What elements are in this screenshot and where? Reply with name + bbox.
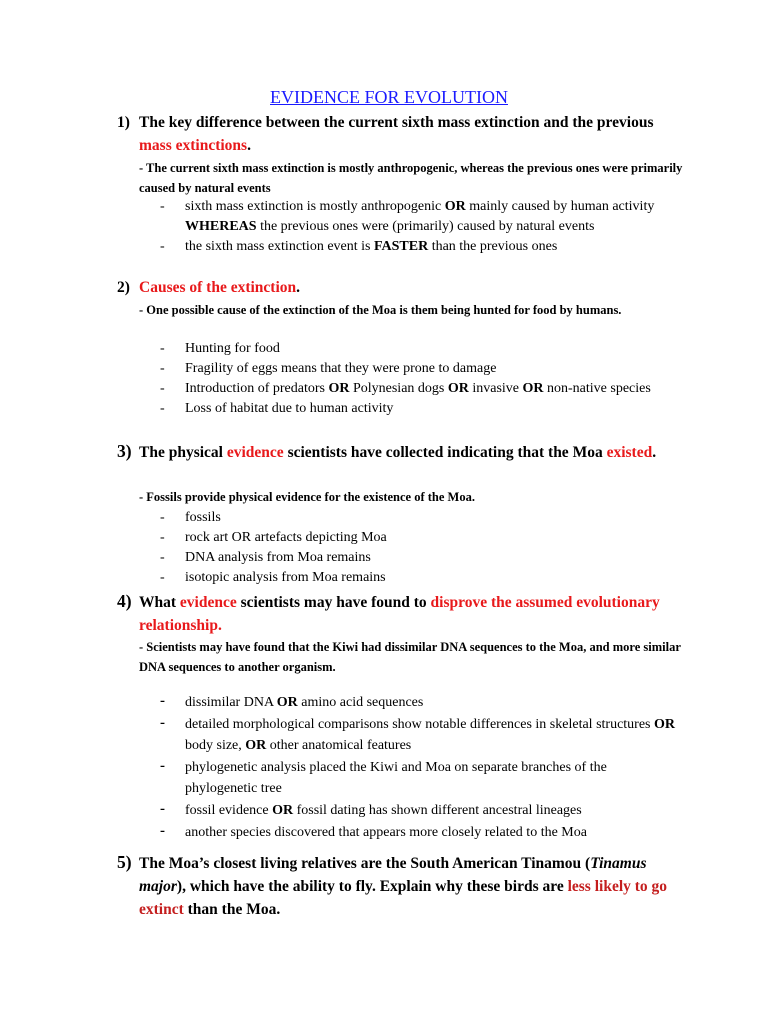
list-item: - Hunting for food	[160, 341, 280, 356]
question-number: 4)	[117, 591, 132, 611]
bullet-list	[160, 339, 680, 419]
question-text: Causes of the extinction.	[139, 279, 301, 296]
list-item: - detailed morphological comparisons show notable differences in skeletal structures OR body size, OR other anatomical features	[160, 715, 675, 753]
list-item: - Loss of habitat due to human activity	[160, 401, 394, 416]
list-item: - Fragility of eggs means that they were prone to damage	[160, 361, 497, 376]
list-item: - phylogenetic analysis placed the Kiwi and Moa on separate branches of the phylogenetic tree	[160, 758, 607, 796]
list-item: - dissimilar DNA OR amino acid sequences	[160, 693, 424, 710]
page-title: EVIDENCE FOR EVOLUTION	[270, 87, 508, 107]
question-number: 2)	[117, 279, 130, 296]
list-item: - rock art OR artefacts depicting Moa	[160, 530, 387, 545]
list-item: - sixth mass extinction is mostly anthropogenic OR mainly caused by human activity WHEREAS the previous ones were (primarily) caused by natural events	[160, 199, 655, 234]
list-item: - Introduction of predators OR Polynesian dogs OR invasive OR non-native species	[160, 381, 651, 396]
list-item: - another species discovered that appears more closely related to the Moa	[160, 823, 587, 840]
bullet-list	[160, 197, 680, 257]
list-item: - fossil evidence OR fossil dating has shown different ancestral lineages	[160, 801, 582, 818]
bullet-list	[160, 692, 680, 843]
answer-text: - Scientists may have found that the Kiwi had dissimilar DNA sequences to the Moa, and more similar DNA sequences to another organism.	[139, 640, 681, 674]
question-text: The physical evidence scientists have collected indicating that the Moa existed.	[139, 444, 657, 461]
bullet-list	[160, 508, 680, 588]
list-item: - fossils	[160, 510, 221, 525]
answer-text: - Fossils provide physical evidence for the existence of the Moa.	[139, 490, 475, 504]
list-item: - isotopic analysis from Moa remains	[160, 570, 386, 585]
list-item: - the sixth mass extinction event is FASTER than the previous ones	[160, 239, 558, 254]
answer-text: - One possible cause of the extinction of the Moa is them being hunted for food by humans.	[139, 303, 622, 317]
question-text: What evidence scientists may have found to disprove the assumed evolutionary relationship.	[139, 594, 660, 634]
question-number: 5)	[117, 852, 132, 872]
list-item: - DNA analysis from Moa remains	[160, 550, 371, 565]
question-text: The Moa’s closest living relatives are the South American Tinamou (Tinamus major), which have the ability to fly. Explain why these birds are less likely to go extinct than the Moa.	[139, 855, 668, 918]
question-number: 1)	[117, 114, 130, 131]
question-text: The key difference between the current sixth mass extinction and the previous mass extinctions.	[139, 114, 654, 154]
question-number: 3)	[117, 441, 132, 461]
answer-text: - The current sixth mass extinction is mostly anthropogenic, whereas the previous ones were primarily caused by natural events	[139, 161, 683, 195]
